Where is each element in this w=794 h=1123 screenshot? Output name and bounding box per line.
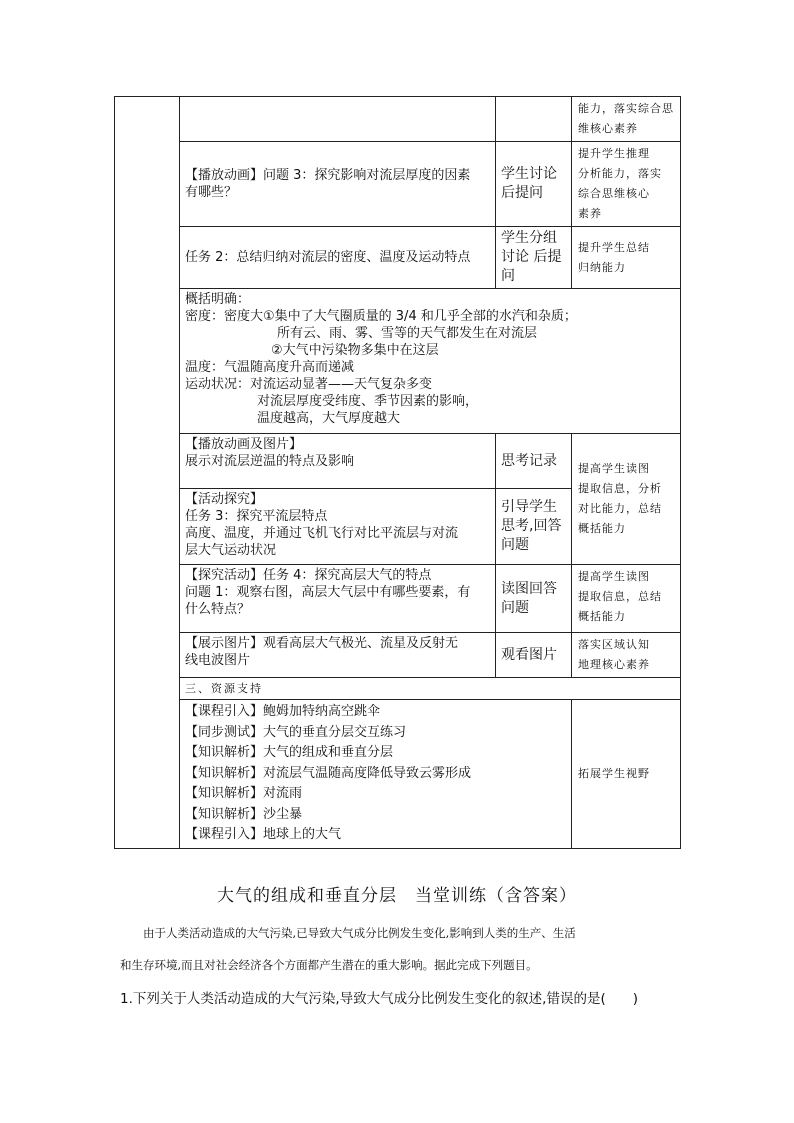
- note-line: 概括能力: [578, 522, 626, 535]
- table-row: [115, 97, 681, 142]
- note-line: 提高学生读图: [578, 462, 650, 475]
- summary-line: 密度：密度大①集中了大气圈质量的 3/4 和几乎全部的水汽和杂质；: [185, 309, 577, 324]
- design-intent-cell: 能力，落实综合思维核心素养: [572, 97, 681, 142]
- resource-item[interactable]: 【知识解析】沙尘暴: [185, 806, 303, 822]
- content-line: 有哪些？: [185, 185, 238, 200]
- student-line: 学生讨论: [501, 166, 557, 182]
- intro-paragraph-line: 和生存环境,而且对社会经济各个方面都产生潜在的重大影响。据此完成下列题目。: [120, 958, 538, 972]
- student-activity-cell: 观看图片: [496, 633, 572, 678]
- student-activity-cell: [496, 565, 572, 633]
- student-line: 读图回答: [501, 580, 557, 597]
- left-margin-cell: [115, 97, 180, 849]
- section-title-cell: [180, 678, 681, 700]
- note-line: 分析能力，落实: [578, 167, 662, 180]
- note-line: 提升学生总结: [578, 240, 650, 254]
- note-line: 素养: [578, 207, 602, 220]
- content-line: 【探究活动】任务 4：探究高层大气的特点: [185, 568, 432, 583]
- resources-cell: [180, 700, 572, 849]
- summary-line: 概括明确：: [185, 292, 251, 307]
- table-row: [115, 434, 681, 489]
- note-line: 地理核心素养: [578, 658, 650, 671]
- student-line: 引导学生: [501, 499, 557, 515]
- resource-item[interactable]: 【同步测试】大气的垂直分层交互练习: [185, 724, 407, 740]
- student-activity-cell: [496, 97, 572, 142]
- lesson-plan-table: [114, 96, 681, 849]
- content-cell: [180, 633, 496, 678]
- content-cell: [180, 565, 496, 633]
- design-intent-cell: [572, 434, 681, 565]
- content-line: 层大气运动状况: [185, 543, 277, 558]
- student-line: 问题: [501, 537, 529, 553]
- note-line: 对比能力，总结: [578, 502, 662, 515]
- table-row: [115, 565, 681, 633]
- section-title: 三、资源支持: [185, 682, 263, 695]
- summary-line: 温度越高，大气厚度越大: [257, 411, 401, 426]
- design-intent-cell: [572, 565, 681, 633]
- student-activity-cell: [496, 227, 572, 289]
- note-line: 提取信息，分析: [578, 482, 662, 495]
- resource-item[interactable]: 【知识解析】大气的组成和垂直分层: [185, 745, 394, 760]
- student-activity-cell: [496, 489, 572, 565]
- design-intent-cell: [572, 633, 681, 678]
- summary-line: 所有云、雨、雾、雪等的天气都发生在对流层: [277, 326, 538, 341]
- design-intent-cell: 拓展学生视野: [572, 700, 681, 849]
- resource-item[interactable]: 【课程引入】鲍姆加特纳高空跳伞: [185, 704, 381, 719]
- content-line: 【播放动画及图片】: [185, 437, 303, 452]
- content-line: 线电波图片: [185, 653, 251, 668]
- student-activity-cell: [496, 142, 572, 227]
- practice-title: 大气的组成和垂直分层 当堂训练（含答案）: [217, 886, 577, 906]
- content-cell: [180, 489, 496, 565]
- table-row: [115, 227, 681, 289]
- table-row: [115, 700, 681, 849]
- content-line: 展示对流层逆温的特点及影响: [185, 454, 355, 469]
- summary-line: ②大气中污染物多集中在这层: [271, 343, 439, 358]
- note-line: 落实区域认知: [578, 638, 650, 651]
- summary-cell: [180, 289, 681, 434]
- note-line: 提高学生读图: [578, 570, 650, 583]
- student-line: 讨论 后提: [501, 249, 562, 265]
- table-row: [115, 289, 681, 434]
- student-line: 问题: [501, 599, 529, 616]
- note-line: 提取信息，总结: [578, 590, 662, 603]
- note-line: 归纳能力: [578, 260, 626, 274]
- table-row: [115, 678, 681, 700]
- resource-item[interactable]: 【知识解析】对流层气温随高度降低导致云雾形成: [185, 765, 472, 781]
- content-line: 问题 1：观察右图，高层大气层中有哪些要素，有: [185, 585, 471, 600]
- table-row: [115, 142, 681, 227]
- note-line: 提升学生推理: [578, 147, 650, 160]
- table-row: [115, 633, 681, 678]
- note-line: 概括能力: [578, 610, 626, 623]
- design-intent-cell: [572, 142, 681, 227]
- content-line: 任务 3：探究平流层特点: [185, 509, 328, 524]
- note-line: 综合思维核心: [578, 187, 650, 200]
- content-cell: 任务 2：总结归纳对流层的密度、温度及运动特点: [180, 227, 496, 289]
- summary-line: 运动状况：对流运动显著——天气复杂多变: [185, 377, 433, 392]
- content-line: 高度、温度，并通过飞机飞行对比平流层与对流: [185, 526, 459, 541]
- content-line: 什么特点？: [185, 602, 251, 617]
- student-activity-cell: 思考记录: [496, 434, 572, 489]
- content-line: 【活动探究】: [185, 492, 264, 507]
- student-line: 后提问: [501, 185, 543, 201]
- content-line: 【展示图片】观看高层大气极光、流星及反射无: [185, 636, 459, 651]
- design-intent-cell: [572, 227, 681, 289]
- intro-paragraph-line: 由于人类活动造成的大气污染,已导致大气成分比例发生变化,影响到人类的生产、生活: [120, 926, 576, 940]
- resource-item[interactable]: 【知识解析】对流雨: [185, 786, 303, 801]
- student-line: 学生分组: [501, 230, 557, 246]
- content-line: 【播放动画】问题 3：探究影响对流层厚度的因素: [185, 168, 471, 183]
- resource-item[interactable]: 【课程引入】地球上的大气: [185, 827, 342, 842]
- summary-line: 对流层厚度受纬度、季节因素的影响，: [257, 394, 479, 409]
- summary-line: 温度：气温随高度升高而递减: [185, 360, 355, 375]
- content-cell: [180, 142, 496, 227]
- content-cell: [180, 97, 496, 142]
- content-cell: [180, 434, 496, 489]
- question-1: 1.下列关于人类活动造成的大气污染,导致大气成分比例发生变化的叙述,错误的是( ): [120, 991, 638, 1007]
- student-line: 问: [501, 268, 515, 284]
- student-line: 思考,回答: [501, 518, 562, 534]
